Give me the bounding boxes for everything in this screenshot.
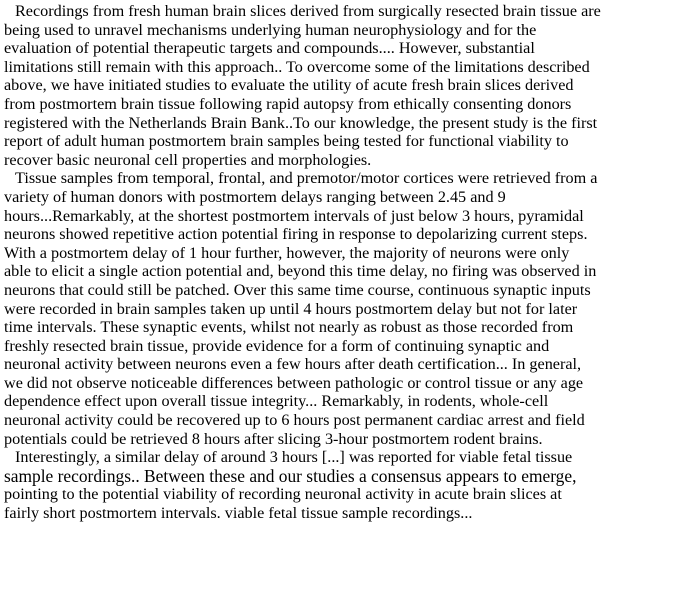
text-line: fairly short postmortem intervals. viable fetal tissue sample recordings...	[4, 504, 473, 523]
text-line: time intervals. These synaptic events, whilst not nearly as robust as those recorded from	[4, 318, 574, 337]
text-line: neurons showed repetitive action potential firing in response to depolarizing current steps.	[4, 225, 588, 244]
text-line: limitations still remain with this approach.. To overcome some of the limitations described	[4, 57, 590, 76]
text-line: above, we have initiated studies to evaluate the utility of acute fresh brain slices derived	[4, 76, 574, 95]
text-line: registered with the Netherlands Brain Bank..To our knowledge, the present study is the first	[4, 113, 598, 132]
paragraph-2	[4, 169, 688, 448]
text-line: evaluation of potential therapeutic targets and compounds.... However, substantial	[4, 39, 535, 58]
text-line: being used to unravel mechanisms underlying human neurophysiology and for the	[4, 20, 537, 39]
text-line: With a postmortem delay of 1 hour further, however, the majority of neurons were only	[4, 243, 570, 262]
text-line: variety of human donors with postmortem delays ranging between 2.45 and 9	[4, 187, 506, 206]
text-line: potentials could be retrieved 8 hours after slicing 3-hour postmortem rodent brains.	[4, 429, 543, 448]
text-line: freshly resected brain tissue, provide evidence for a form of continuing synaptic and	[4, 336, 550, 355]
text-line: neurons that could still be patched. Over this same time course, continuous synaptic inputs	[4, 280, 591, 299]
text-line: recover basic neuronal cell properties and morphologies.	[4, 150, 372, 169]
text-line: sample recordings.. Between these and our studies a consensus appears to emerge,	[4, 465, 577, 486]
text-line: we did not observe noticeable differences between pathologic or control tissue or any age	[4, 373, 584, 392]
text-line: from postmortem brain tissue following rapid autopsy from ethically consenting donors	[4, 94, 572, 113]
text-line: report of adult human postmortem brain samples being tested for functional viability to	[4, 132, 569, 151]
text-line: pointing to the potential viability of recording neuronal activity in acute brain slices at	[4, 485, 562, 504]
text-line: dependence effect upon overall tissue integrity... Remarkably, in rodents, whole-cell	[4, 392, 549, 411]
text-line: neuronal activity between neurons even a few hours after death certification... In general,	[4, 355, 582, 374]
paragraph-1	[4, 2, 688, 169]
text-line: neuronal activity could be recovered up to 6 hours post permanent cardiac arrest and field	[4, 411, 585, 430]
text-line: Tissue samples from temporal, frontal, and premotor/motor cortices were retrieved from a	[15, 169, 598, 188]
text-line: able to elicit a single action potential and, beyond this time delay, no firing was observed in	[4, 262, 597, 281]
paragraph-3	[4, 448, 688, 522]
text-line: Recordings from fresh human brain slices derived from surgically resected brain tissue are	[15, 2, 601, 20]
text-line: Interestingly, a similar delay of around 3 hours [...] was reported for viable fetal tissue	[15, 448, 573, 467]
text-line: were recorded in brain samples taken up until 4 hours postmortem delay but not for later	[4, 299, 578, 318]
text-line: hours...Remarkably, at the shortest postmortem intervals of just below 3 hours, pyramidal	[4, 206, 584, 225]
